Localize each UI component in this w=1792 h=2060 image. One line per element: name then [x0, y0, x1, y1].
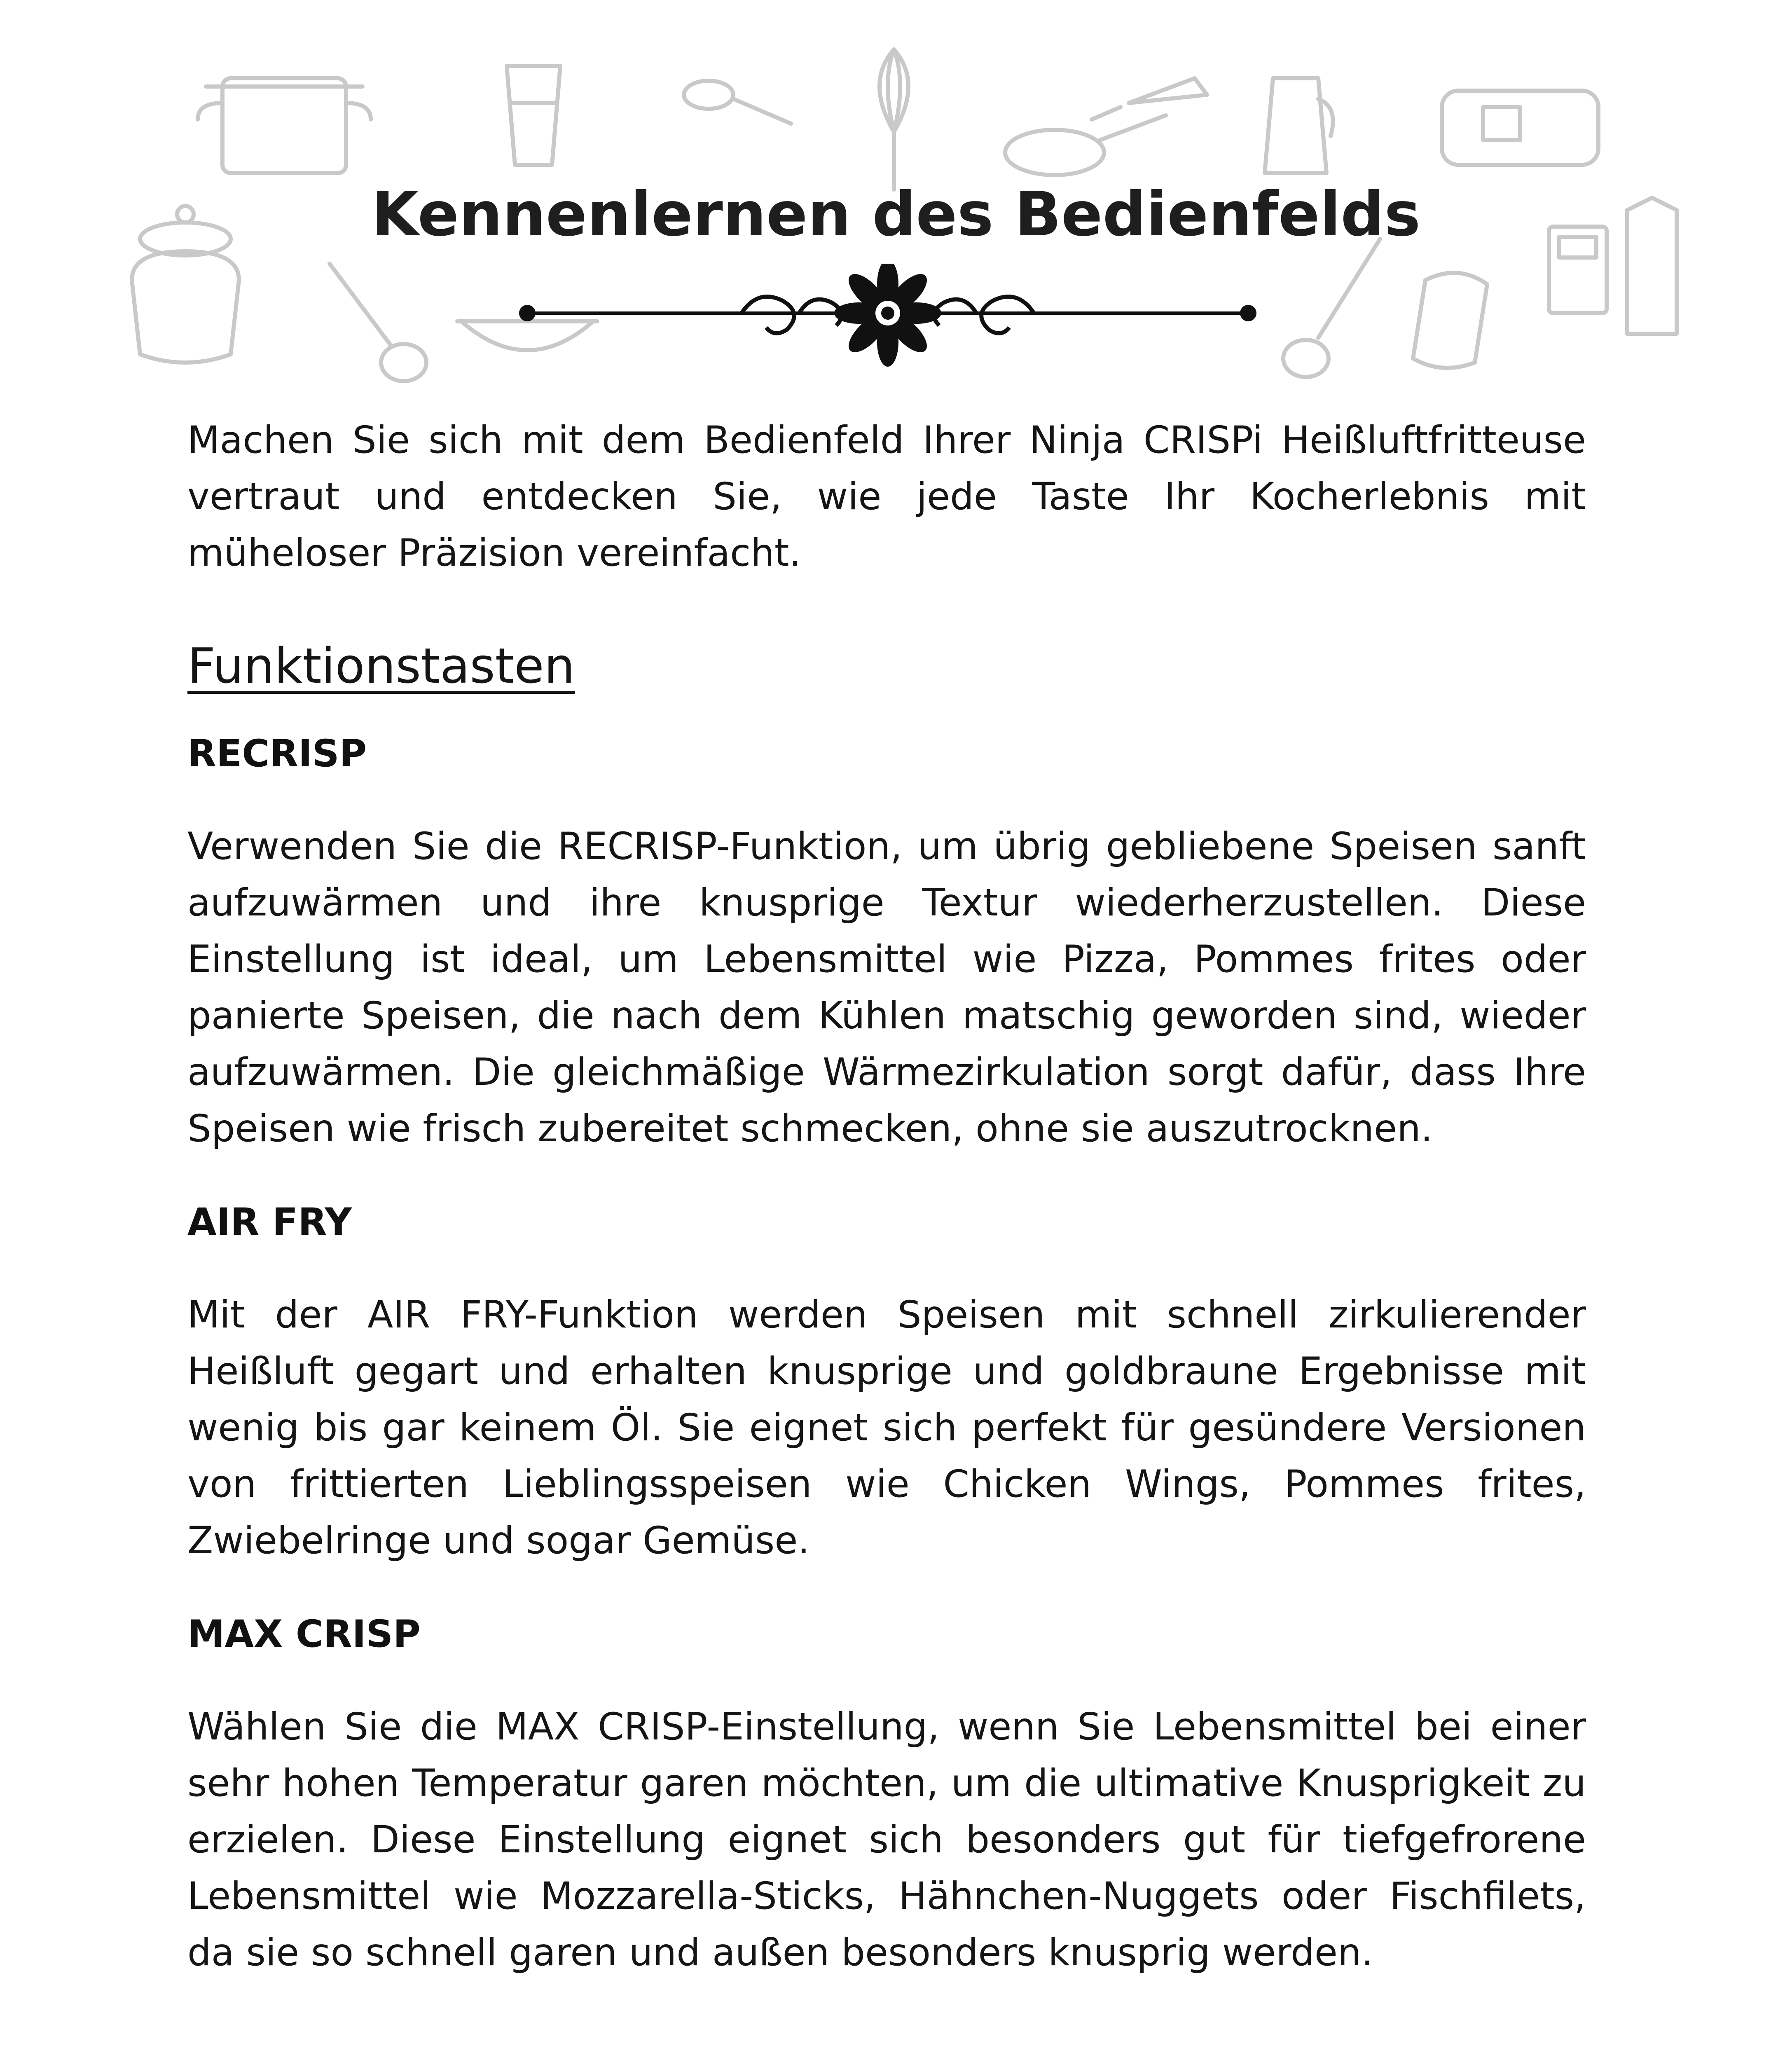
frying-pan-icon — [1005, 115, 1166, 175]
section-heading-function-keys: Funktionstasten — [187, 637, 575, 694]
function-item-recrisp — [187, 726, 1586, 1157]
page-content — [187, 412, 1586, 2018]
function-description: Mit der AIR FRY-Funktion werden Speisen mit schnell zirkulierender Heißluft gegart und erhalten knusprige und goldbraune Ergebnisse mit wenig bis gar keinem Öl. Sie eignet sich perfekt für gesündere Versionen von frittierten Lieblingsspeisen wie Chicken Wings, Pommes frites, Zwiebelringe und sogar Gemüse. — [187, 1293, 1586, 1562]
baking-tin-icon — [1442, 91, 1598, 165]
function-title: RECRISP — [187, 732, 367, 775]
whisk-icon — [880, 49, 908, 190]
intro-paragraph: Machen Sie sich mit dem Bedienfeld Ihrer Ninja CRISPi Heißluftfritteuse vertraut und entdecken Sie, wie jede Taste Ihr Kocherlebnis mit müheloser Präzision vereinfacht. — [187, 419, 1586, 575]
function-title: MAX CRISP — [187, 1613, 421, 1656]
spoon-icon — [684, 81, 791, 124]
function-title: AIR FRY — [187, 1201, 352, 1244]
ladle-icon — [330, 264, 426, 381]
page-title: Kennenlernen des Bedienfelds — [371, 179, 1421, 250]
glass-icon — [507, 66, 560, 165]
pot-icon — [198, 78, 371, 173]
ladle-icon — [1283, 239, 1380, 377]
function-item-air-fry — [187, 1194, 1586, 1569]
towel-icon — [1413, 273, 1487, 368]
function-description: Verwenden Sie die RECRISP-Funktion, um übrig gebliebene Speisen sanft aufzuwärmen und ihre knusprige Textur wiederherzustellen. Diese Einstellung ist ideal, um Lebensmittel wie Pizza, Pommes frites oder panierte Speisen, die nach dem Kühlen matschig geworden sind, wieder aufzuwärmen. Die gleichmäßige Wärmezirkulation sorgt dafür, dass Ihre Speisen wie frisch zubereitet schmecken, ohne sie auszutrocknen. — [187, 825, 1586, 1150]
knife-icon — [1092, 78, 1207, 119]
jug-icon — [1265, 78, 1333, 173]
function-description: Wählen Sie die MAX CRISP-Einstellung, wenn Sie Lebensmittel bei einer sehr hohen Temperatur garen möchten, um die ultimative Knusprigkeit zu erzielen. Diese Einstellung eignet sich besonders gut für tiefgefrorene Lebensmittel wie Mozzarella-Sticks, Hähnchen-Nuggets oder Fischfilets, da sie so schnell garen und außen besonders knusprig werden. — [187, 1705, 1586, 1974]
function-item-max-crisp — [187, 1606, 1586, 1981]
flourish-flower-divider-icon — [511, 264, 1265, 367]
